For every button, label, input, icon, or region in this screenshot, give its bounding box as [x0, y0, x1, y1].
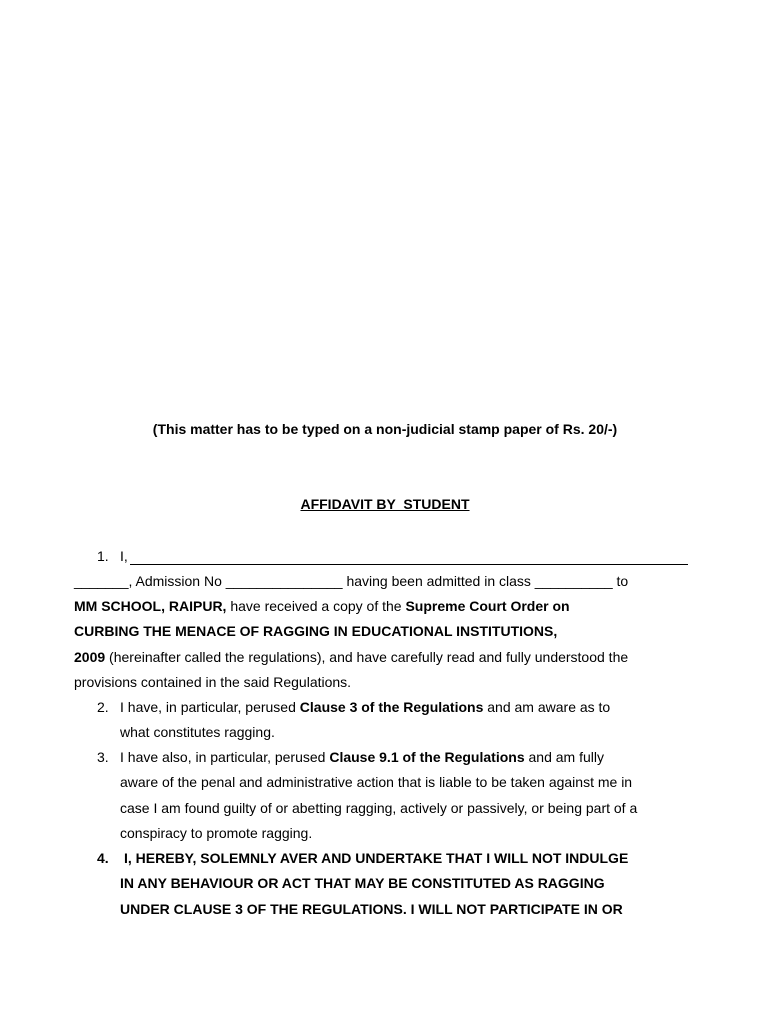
item-2-text: I have, in particular, perused	[120, 699, 300, 715]
name-blank-line	[130, 564, 688, 565]
court-order-ref: Supreme Court Order on	[405, 598, 570, 614]
item-4-line-3: UNDER CLAUSE 3 OF THE REGULATIONS. I WILL NOT PARTICIPATE IN OR	[120, 901, 623, 917]
item-1-line-3	[74, 596, 570, 616]
item-3-text: I have also, in particular, perused	[120, 749, 330, 765]
document-title: AFFIDAVIT BY STUDENT	[300, 496, 470, 512]
school-name: MM SCHOOL, RAIPUR,	[74, 598, 227, 614]
item-4-number: 4.	[97, 850, 109, 866]
item-2-end: and am aware as to	[483, 699, 611, 715]
item-3-line-3: case I am found guilty of or abetting ragging, actively or passively, or being part of a	[120, 800, 638, 816]
clause-3-ref: Clause 3 of the Regulations	[299, 699, 484, 715]
item-2-line-1	[120, 697, 610, 717]
stamp-paper-note: (This matter has to be typed on a non-judicial stamp paper of Rs. 20/-)	[152, 421, 618, 437]
year: 2009	[74, 649, 106, 665]
item-1-line-5	[74, 647, 628, 667]
item-3-line-4: conspiracy to promote ragging.	[120, 825, 313, 841]
clause-9-1-ref: Clause 9.1 of the Regulations	[329, 749, 525, 765]
item-1-number: 1.	[97, 548, 109, 564]
item-1-line-2: _______, Admission No _______________ having been admitted in class __________ to	[74, 573, 629, 589]
item-3-number: 3.	[97, 749, 109, 765]
item-4-line-2: IN ANY BEHAVIOUR OR ACT THAT MAY BE CONSTITUTED AS RAGGING	[120, 875, 605, 891]
item-2-line-2: what constitutes ragging.	[120, 724, 275, 740]
item-4-line-1: I, HEREBY, SOLEMNLY AVER AND UNDERTAKE THAT I WILL NOT INDULGE	[124, 850, 629, 866]
item-1-line-4: CURBING THE MENACE OF RAGGING IN EDUCATIONAL INSTITUTIONS,	[74, 623, 558, 639]
item-1-line-6: provisions contained in the said Regulations.	[74, 674, 352, 690]
item-1-line-3-text: have received a copy of the	[226, 598, 406, 614]
item-3-line-2: aware of the penal and administrative action that is liable to be taken against me in	[120, 774, 633, 790]
item-1-line-5-text: (hereinafter called the regulations), and have carefully read and fully understood the	[105, 649, 629, 665]
item-3-end: and am fully	[524, 749, 604, 765]
item-1-line-1: I,	[120, 548, 128, 564]
item-3-line-1	[120, 747, 604, 767]
item-2-number: 2.	[97, 699, 109, 715]
